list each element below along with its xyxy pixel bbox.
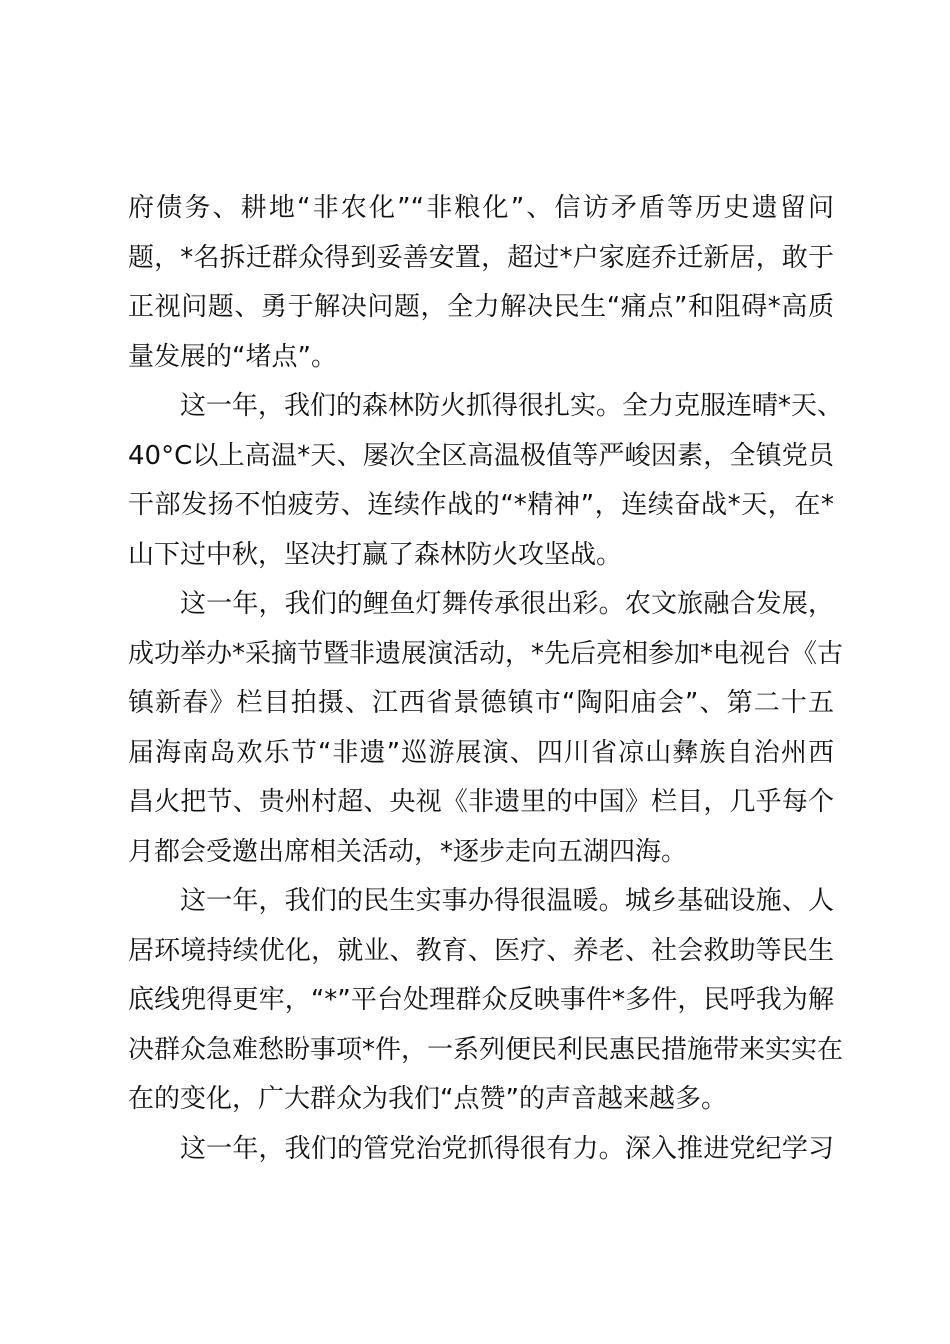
paragraph-forest-fire-prevention: [128, 382, 844, 580]
text-line: 居环境持续优化，就业、教育、医疗、养老、社会救助等民生: [128, 935, 834, 966]
text-line: 府债务、耕地“非农化”“非粮化”、信访矛盾等历史遗留问: [128, 193, 834, 223]
text-line: 40°C以上高温*天、屡次全区高温极值等严峻因素，全镇党员: [128, 440, 834, 471]
text-line: 题，*名拆迁群众得到妥善安置，超过*户家庭乔迁新居，敢于: [128, 242, 834, 273]
text-line: 这一年，我们的鲤鱼灯舞传承很出彩。农文旅融合发展，: [180, 589, 834, 619]
text-line: 届海南岛欢乐节“非遗”巡游展演、四川省凉山彝族自治州西: [128, 737, 834, 768]
text-line: 干部发扬不怕疲劳、连续作战的“*精神”，连续奋战*天，在*: [128, 490, 834, 520]
text-line: 这一年，我们的森林防火抓得很扎实。全力克服连晴*天、: [180, 391, 844, 421]
text-line: 这一年，我们的民生实事办得很温暖。城乡基础设施、人: [180, 886, 834, 916]
text-line: 镇新春》栏目拍摄、江西省景德镇市“陶阳庙会”、第二十五: [128, 688, 834, 718]
text-line: 正视问题、勇于解决问题，全力解决民生“痛点”和阻碍*高质: [128, 292, 834, 322]
paragraph-party-governance: [128, 1125, 834, 1175]
text-line: 量发展的“堵点”。: [128, 341, 337, 372]
text-line: 月都会受邀出席相关活动，*逐步走向五湖四海。: [128, 836, 688, 867]
text-line: 这一年，我们的管党治党抓得很有力。深入推进党纪学习: [180, 1133, 834, 1164]
paragraph-carp-lantern-dance: [128, 580, 844, 877]
text-line: 山下过中秋，坚决打赢了森林防火攻坚战。: [128, 539, 623, 570]
text-line: 在的变化，广大群众为我们“点赞”的声音越来越多。: [128, 1084, 727, 1114]
text-line: 底线兜得更牢，“*”平台处理群众反映事件*多件，民呼我为解: [128, 985, 834, 1015]
paragraph-livelihood-projects: [128, 877, 844, 1125]
text-line: 成功举办*采摘节暨非遗展演活动，*先后亮相参加*电视台《古: [128, 638, 844, 669]
document-body: [128, 184, 844, 1174]
text-line: 昌火把节、贵州村超、央视《非遗里的中国》栏目，几乎每个: [128, 787, 834, 817]
paragraph-historical-issues: [128, 184, 834, 382]
text-line: 决群众急难愁盼事项*件，一系列便民利民惠民措施带来实实在: [128, 1034, 844, 1065]
